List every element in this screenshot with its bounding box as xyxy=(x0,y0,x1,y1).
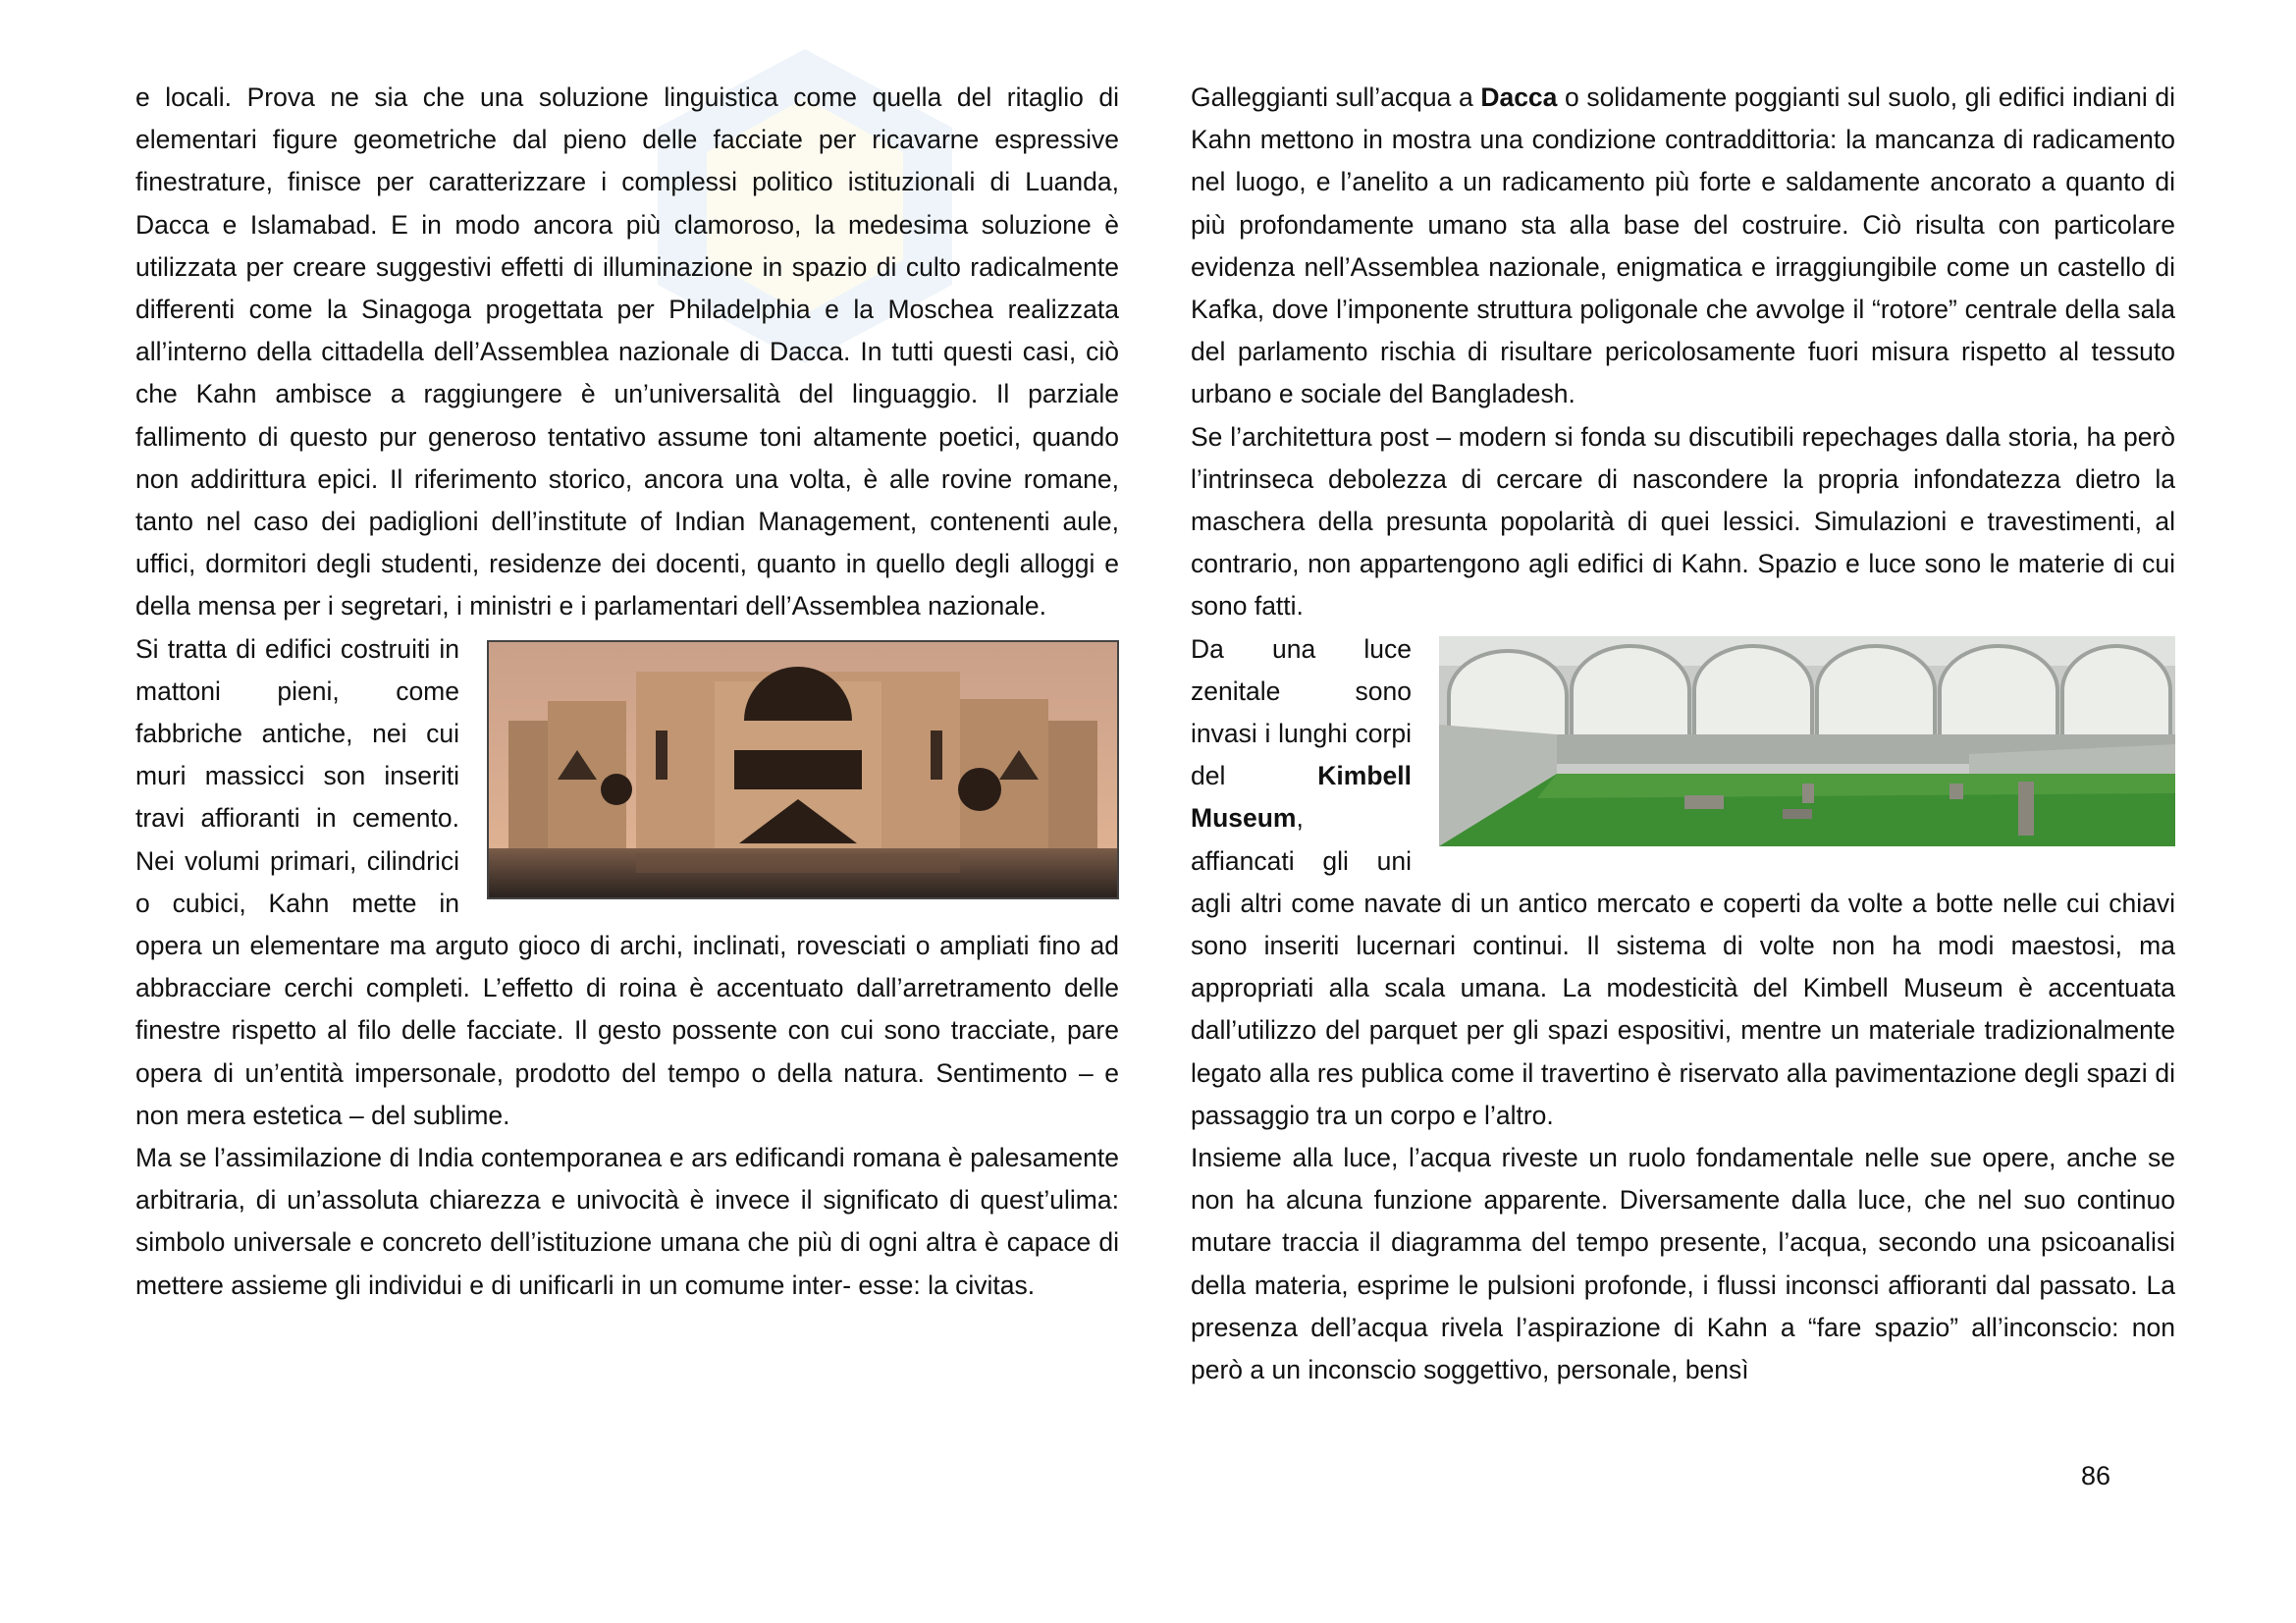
dacca-bold: Dacca xyxy=(1480,82,1558,112)
left-paragraph-1: e locali. Prova ne sia che una soluzione linguistica come quella del ritaglio di elementari figure geometriche dal pieno delle facciate per ricavarne espressive finestrature, finisce per caratterizzare i complessi politico istituzionali di Luanda, Dacca e Islamabad. E in modo ancora più clamoroso, la medesima soluzione è utilizzata per creare suggestivi effetti di illuminazione in spazio di culto radicalmente differenti come la Sinagoga progettata per Philadelphia e la Moschea realizzata all’interno della cittadella dell’Assemblea nazionale di Dacca. In tutti questi casi, ciò che Kahn ambisce a raggiungere è un’universalità del linguaggio. Il parziale fallimento di questo pur generoso tentativo assume toni altamente poetici, quando non addirittura epici. Il riferimento storico, ancora una volta, è alle rovine romane, tanto nel caso dei padiglioni dell’institute of Indian Management, contenenti aule, uffici, dormitori degli studenti, residenze dei docenti, quanto in quello degli alloggi e della mensa per i segretari, i ministri e i parlamentari dell’Assemblea nazionale. xyxy=(135,82,1119,622)
right-p1-text-start: Galleggianti sull’acqua a xyxy=(1191,82,1481,112)
right-p3-text-end: , affiancati gli uni agli altri come navate di un antico mercato e coperti da volte a botte nelle cui chiavi sono inseriti lucernari continui. Il sistema di volte non ha modi maestosi, ma appropriati alla scala umana. La modesticità del Kimbell Museum è accentuata dall’utilizzo del parquet per gli spazi espositivi, mentre un materiale tradizionalmente legato alla res publica come il travertino è riservato alla pavimentazione degli spazi di passaggio tra un corpo e l’altro. xyxy=(1191,803,2175,1130)
right-paragraph-2: Se l’architettura post – modern si fonda su discutibili repechages dalla storia, ha però l’intrinseca debolezza di cercare di nascondere la propria infondatezza dietro la maschera della presunta popolarità di quei lessici. Simulazioni e travestimenti, al contrario, non appartengono agli edifici di Kahn. Spazio e luce sono le materie di cui sono fatti. xyxy=(1191,421,2175,622)
right-p3-text-start: Da una luce zenitale sono invasi i lunghi corpi del xyxy=(1191,633,1412,791)
page-number: 86 xyxy=(2081,1461,2111,1490)
right-paragraph-1 xyxy=(1191,77,2175,416)
left-paragraph-3: Ma se l’assimilazione di India contemporanea e ars edificandi romana è palesamente arbitraria, di un’assoluta chiarezza e univocità è invece il significato di quest’ulima: simbolo universale e concreto dell’istituzione umana che più di ogni altra è capace di mettere assieme gli individui e di unificarli in un comume inter- esse: la civitas. xyxy=(135,1143,1119,1300)
right-paragraph-4: Insieme alla luce, l’acqua riveste un ruolo fondamentale nelle sue opere, anche se non ha alcuna funzione apparente. Diversamente dalla luce, che nel suo continuo mutare traccia il diagramma del tempo presente, l’acqua, secondo una psicoanalisi della materia, esprime le pulsioni profonde, i flussi inconsci affioranti dal passato. La presenza dell’acqua rivela l’aspirazione di Kahn a “fare spazio” all’inconscio: non però a un inconscio soggettivo, personale, bensì xyxy=(1191,1143,2175,1385)
right-p1-text-end: o solidamente poggianti sul suolo, gli edifici indiani di Kahn mettono in mostra una condizione contraddittoria: la mancanza di radicamento nel luogo, e l’anelito a un radicamento più forte e saldamente ancorato a quanto di più profondamente umano sta alla base del costruire. Ciò risulta con particolare evidenza nell’Assemblea nazionale, enigmatica e irraggiungibile come un castello di Kafka, dove l’imponente struttura poligonale che avvolge il “rotore” centrale della sala del parlamento rischia di risultare pericolosamente fuori misura rispetto al tessuto urbano e sociale del Bangladesh. xyxy=(1191,82,2175,409)
right-column xyxy=(1191,77,2175,1391)
kimbell-museum-illustration xyxy=(1439,636,2175,846)
kimbell-museum-photo xyxy=(1439,636,2175,846)
left-column xyxy=(135,77,1119,1307)
kimbell-museum-bold: Kimbell Museum xyxy=(1191,761,1412,834)
left-paragraph-2: Si tratta di edifici costruiti in mattoni pieni, come fabbriche antiche, nei cui muri massicci son inseriti travi affioranti in cemento. Nei volumi primari, cilindrici o cubici, Kahn mette in opera un elementare ma arguto gioco di archi, inclinati, rovesciati o ampliati fino ad abbracciare cerchi completi. L’effetto di roina è accentuato dall’arretramento delle finestre rispetto al filo delle facciate. Il gesto possente con cui sono tracciate, pare opera di un’entità impersonale, prodotto del tempo o della natura. Sentimento – e non mera estetica – del sublime. xyxy=(135,633,1119,1130)
national-assembly-illustration xyxy=(489,642,1117,897)
national-assembly-photo xyxy=(487,640,1119,899)
